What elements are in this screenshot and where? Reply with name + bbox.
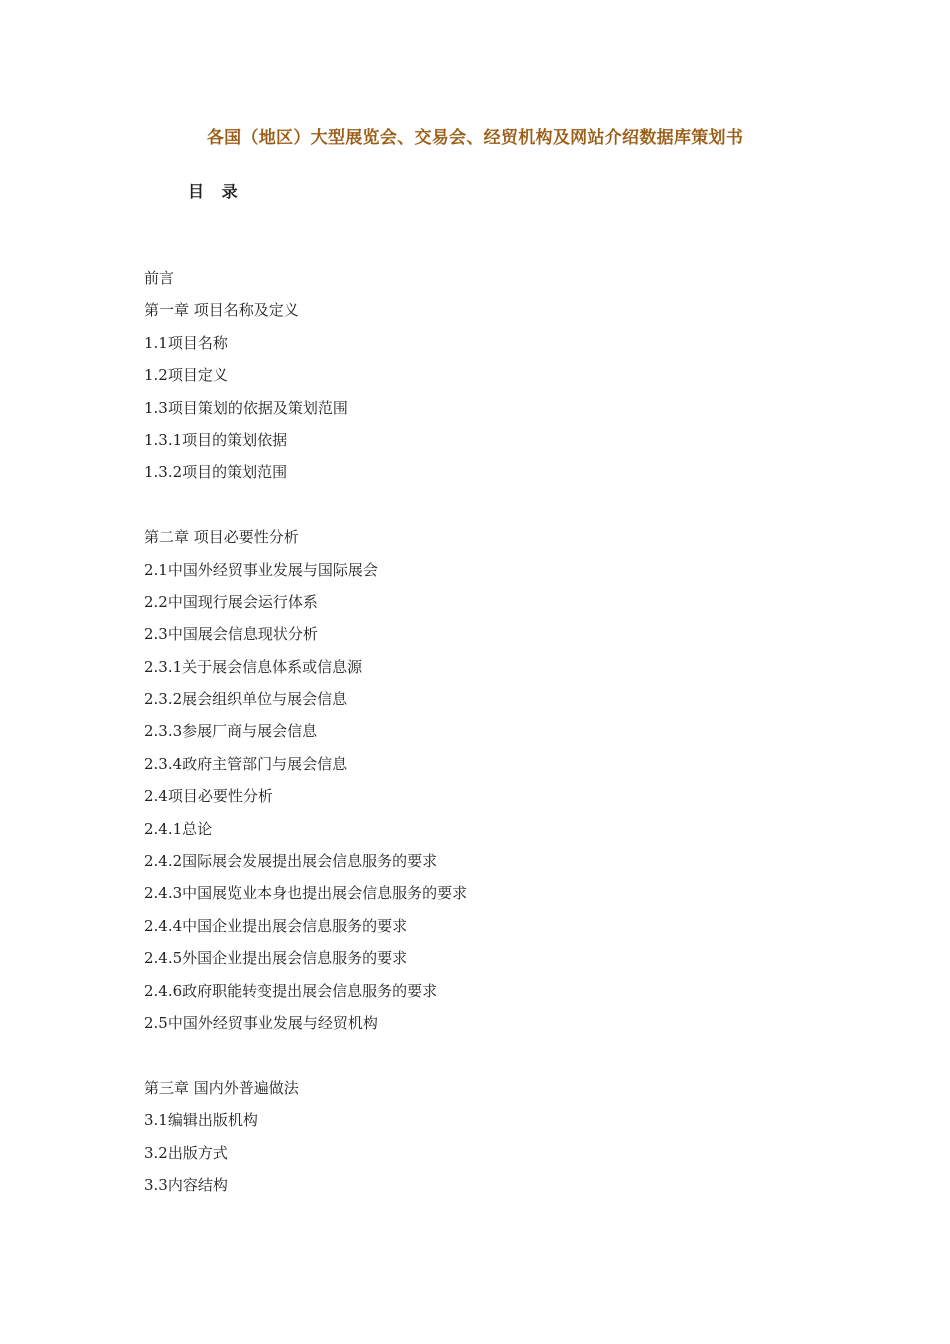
toc-entry: 2.4.2国际展会发展提出展会信息服务的要求 xyxy=(144,852,438,871)
toc-entry: 2.5中国外经贸事业发展与经贸机构 xyxy=(144,1013,378,1032)
toc-entry: 2.4.4中国企业提出展会信息服务的要求 xyxy=(144,916,408,935)
toc-entry: 2.3中国展会信息现状分析 xyxy=(144,625,318,644)
toc-entry: 3.3内容结构 xyxy=(144,1175,228,1194)
toc-entry: 前言 xyxy=(144,269,175,287)
toc-group-spacer xyxy=(144,489,467,521)
toc-group-spacer xyxy=(144,1039,467,1071)
toc-entry: 第三章 国内外普遍做法 xyxy=(144,1078,299,1097)
toc-entry: 2.3.3参展厂商与展会信息 xyxy=(144,722,318,741)
table-of-contents xyxy=(144,262,467,1201)
toc-entry: 2.3.1关于展会信息体系或信息源 xyxy=(144,657,363,676)
toc-entry: 2.4.6政府职能转变提出展会信息服务的要求 xyxy=(144,981,438,1000)
toc-entry: 2.4.5外国企业提出展会信息服务的要求 xyxy=(144,949,408,968)
toc-entry: 1.3.2项目的策划范围 xyxy=(144,463,288,482)
document-title: 各国（地区）大型展览会、交易会、经贸机构及网站介绍数据库策划书 xyxy=(206,128,744,148)
toc-entry: 2.3.2展会组织单位与展会信息 xyxy=(144,690,348,709)
toc-entry: 1.3项目策划的依据及策划范围 xyxy=(144,398,348,417)
toc-entry: 2.4.3中国展览业本身也提出展会信息服务的要求 xyxy=(144,884,468,903)
toc-entry: 3.2出版方式 xyxy=(144,1143,228,1162)
toc-heading: 目 录 xyxy=(188,182,244,201)
toc-entry: 2.4项目必要性分析 xyxy=(144,787,273,806)
toc-entry: 1.2项目定义 xyxy=(144,366,228,385)
toc-entry: 第二章 项目必要性分析 xyxy=(144,528,299,547)
toc-entry: 第一章 项目名称及定义 xyxy=(144,301,299,320)
toc-entry: 1.3.1项目的策划依据 xyxy=(144,430,288,449)
toc-entry: 2.4.1总论 xyxy=(144,819,213,838)
toc-entry: 2.3.4政府主管部门与展会信息 xyxy=(144,754,348,773)
toc-entry: 3.1编辑出版机构 xyxy=(144,1111,258,1130)
toc-entry: 2.2中国现行展会运行体系 xyxy=(144,592,318,611)
toc-entry: 2.1中国外经贸事业发展与国际展会 xyxy=(144,560,378,579)
toc-entry: 1.1项目名称 xyxy=(144,333,228,352)
